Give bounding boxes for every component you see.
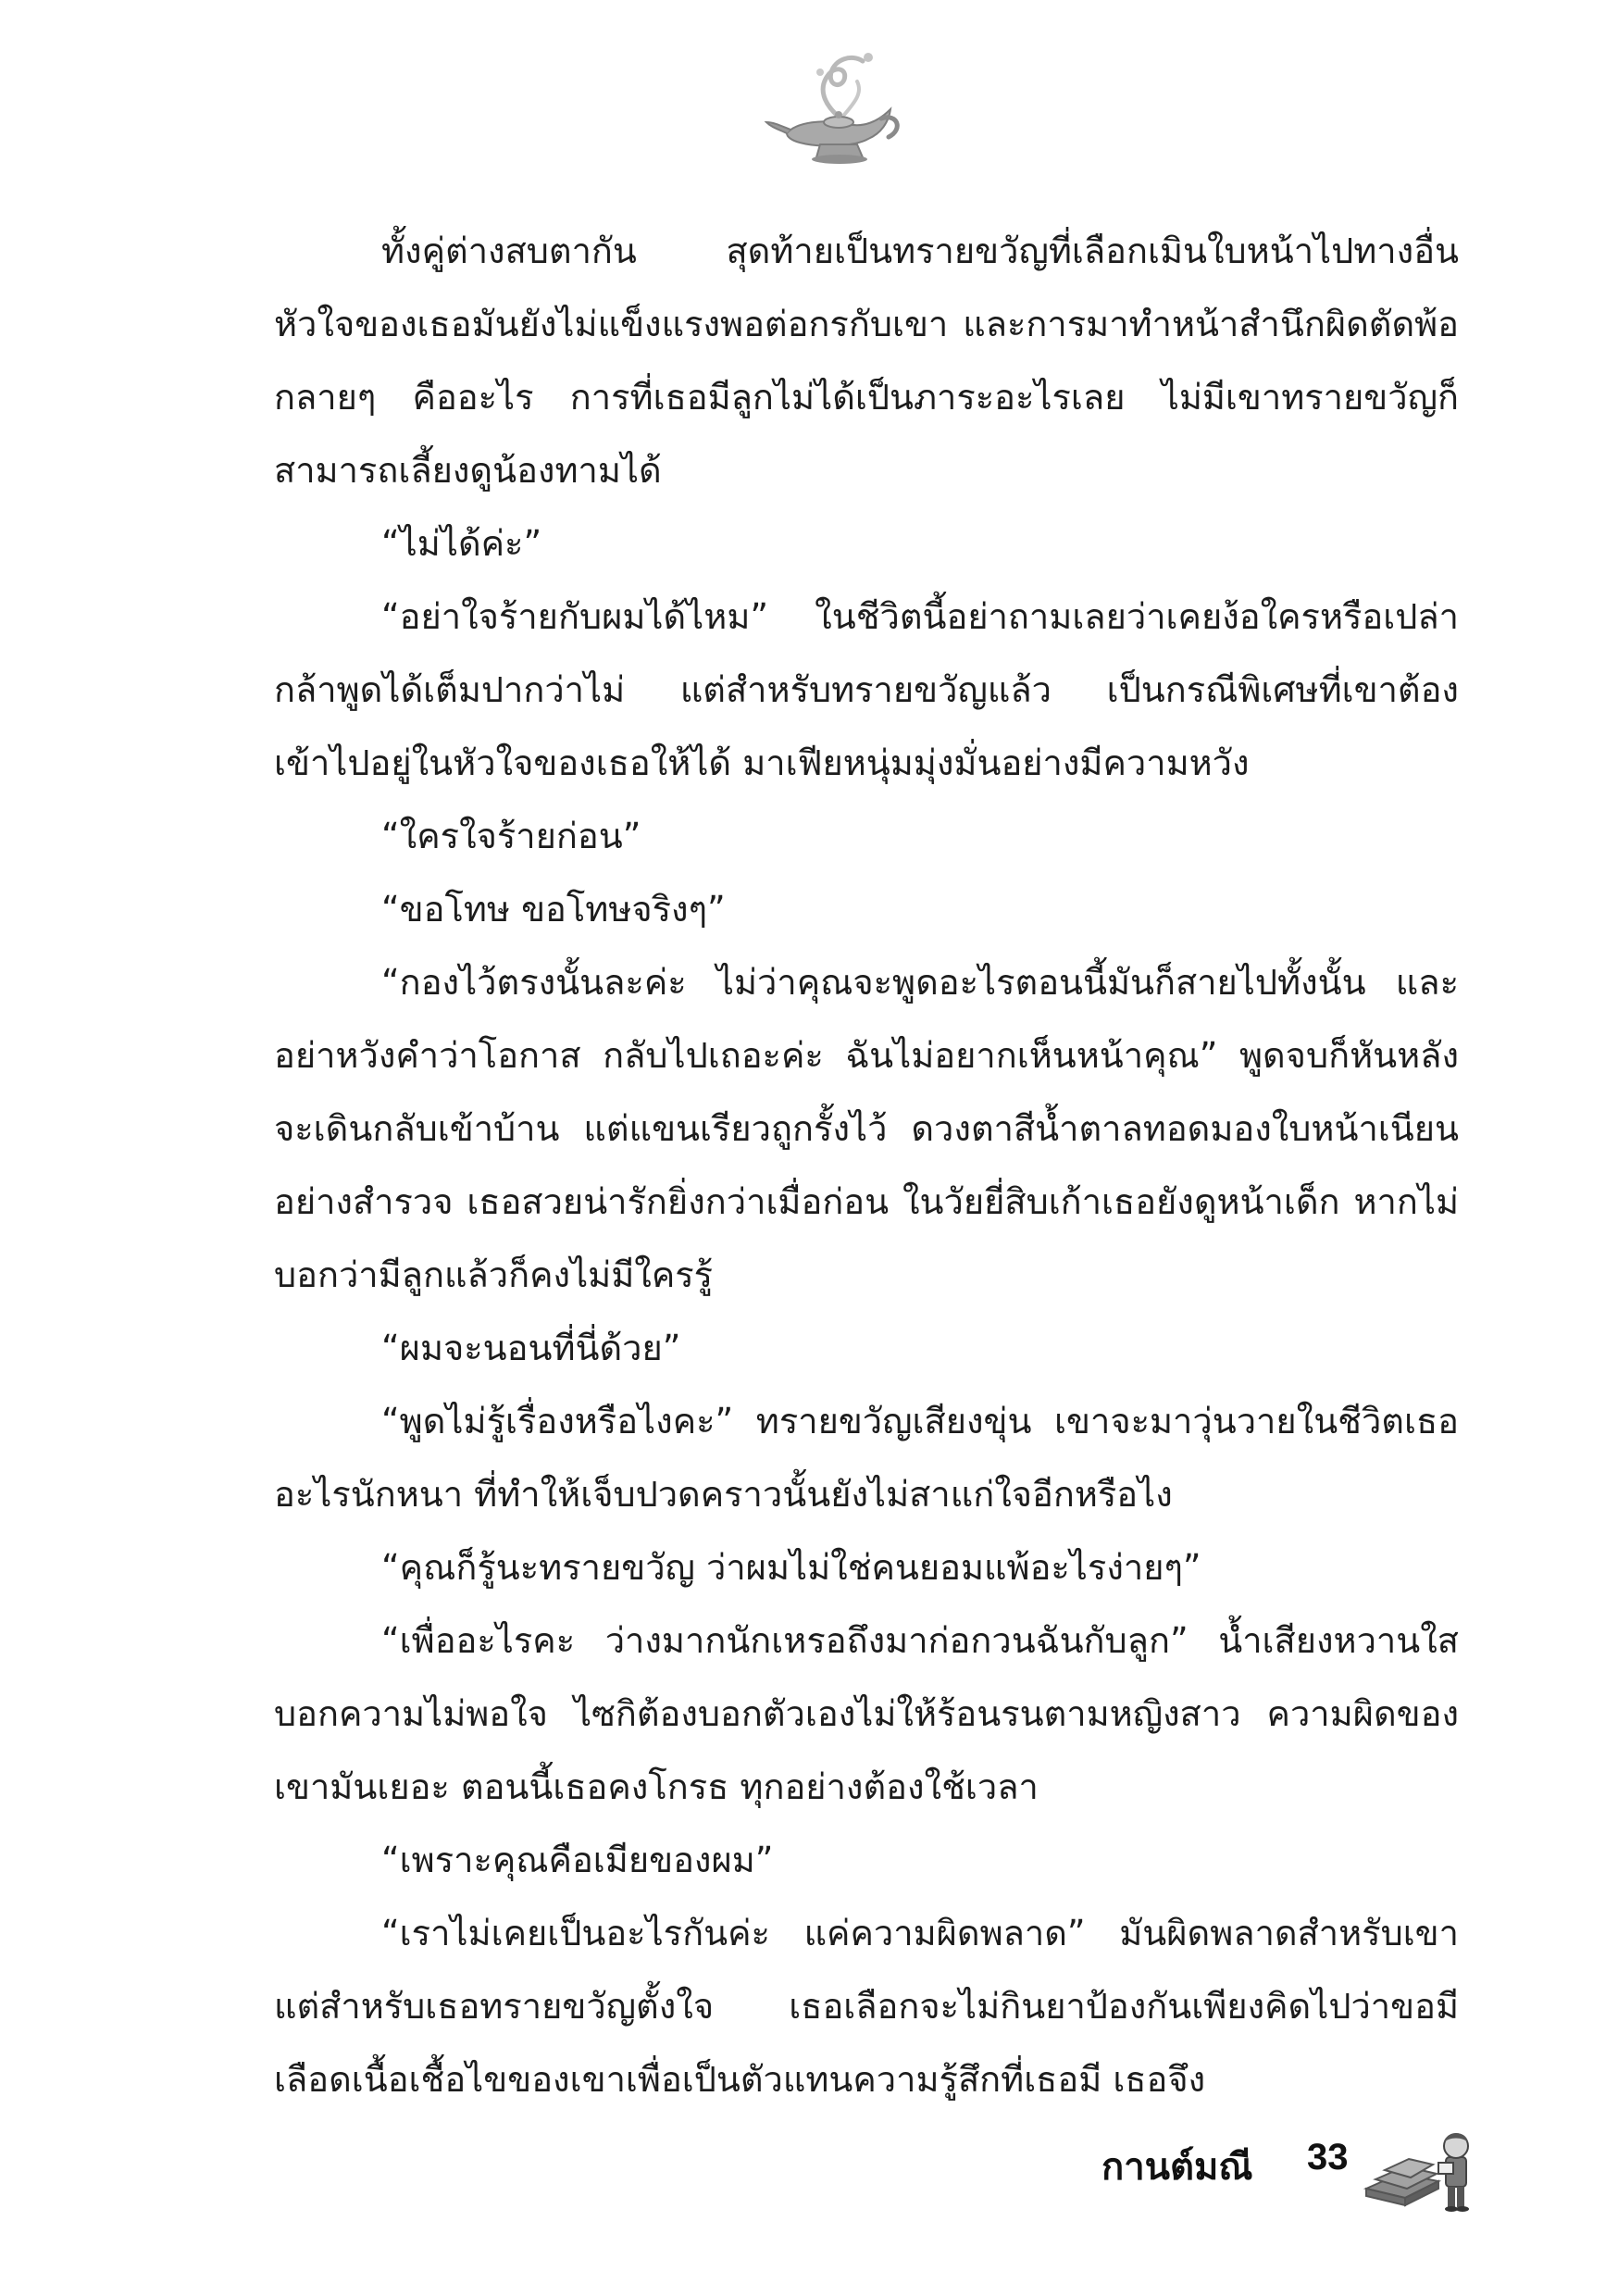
paragraph: “กองไว้ตรงนั้นละค่ะ ไม่ว่าคุณจะพูดอะไรตอนนี้มันก็สายไปทั้งนั้น และอย่าหวังคำว่าโอกาส กลับไปเถอะค่ะ ฉันไม่อยากเห็นหน้าคุณ” พูดจบก็หันหลังจะเดินกลับเข้าบ้าน แต่แขนเรียวถูกรั้งไว้ ดวงตาสีน้ำตาลทอดมองใบหน้าเนียนอย่างสำรวจ เธอสวยน่ารักยิ่งกว่าเมื่อก่อน ในวัยยี่สิบเก้าเธอยังดูหน้าเด็ก หากไม่บอกว่ามีลูกแล้วก็คงไม่มีใครรู้	[274, 962, 1459, 1295]
paragraph: “ผมจะนอนที่นี่ด้วย”	[381, 1328, 681, 1368]
boy-reading-icon	[1363, 2113, 1483, 2215]
page-footer	[1101, 2113, 1490, 2215]
paragraph: “อย่าใจร้ายกับผมได้ไหม” ในชีวิตนี้อย่าถามเลยว่าเคยง้อใครหรือเปล่า กล้าพูดได้เต็มปากว่าไม่ แต่สำหรับทรายขวัญแล้ว เป็นกรณีพิเศษที่เขาต้องเข้าไปอยู่ในหัวใจของเธอให้ได้ มาเฟียหนุ่มมุ่งมั่นอย่างมีความหวัง	[274, 596, 1459, 783]
book-title: กานต์มณี	[1101, 2146, 1253, 2189]
magic-lamp-icon	[759, 44, 916, 174]
paragraph: ทั้งคู่ต่างสบตากัน สุดท้ายเป็นทรายขวัญที่เลือกเมินใบหน้าไปทางอื่น หัวใจของเธอมันยังไม่แข็งแรงพอต่อกรกับเขา และการมาทำหน้าสำนึกผิดตัดพ้อกลายๆ คืออะไร การที่เธอมีลูกไม่ได้เป็นภาระอะไรเลย ไม่มีเขาทรายขวัญก็สามารถเลี้ยงดูน้องทามได้	[274, 231, 1459, 491]
paragraph: “คุณก็รู้นะทรายขวัญ ว่าผมไม่ใช่คนยอมแพ้อะไรง่ายๆ”	[381, 1547, 1201, 1588]
paragraph: “เราไม่เคยเป็นอะไรกันค่ะ แค่ความผิดพลาด” มันผิดพลาดสำหรับเขา แต่สำหรับเธอทรายขวัญตั้งใจ เธอเลือกจะไม่กินยาป้องกันเพียงคิดไปว่าขอมีเลือดเนื้อเชื้อไขของเขาเพื่อเป็นตัวแทนความรู้สึกที่เธอมี เธอจึง	[274, 1913, 1459, 2100]
paragraph: “ขอโทษ ขอโทษจริงๆ”	[381, 889, 726, 930]
page-number: 33	[1307, 2137, 1349, 2177]
paragraph: “เพราะคุณคือเมียของผม”	[381, 1840, 774, 1880]
paragraph: “พูดไม่รู้เรื่องหรือไงคะ” ทรายขวัญเสียงขุ่น เขาจะมาวุ่นวายในชีวิตเธออะไรนักหนา ที่ทำให้เจ็บปวดคราวนั้นยังไม่สาแก่ใจอีกหรือไง	[274, 1401, 1459, 1515]
paragraph: “ใครใจร้ายก่อน”	[381, 816, 641, 856]
paragraph: “เพื่ออะไรคะ ว่างมากนักเหรอถึงมาก่อกวนฉันกับลูก” น้ำเสียงหวานใสบอกความไม่พอใจ ไซกิต้องบอกตัวเองไม่ให้ร้อนรนตามหญิงสาว ความผิดของเขามันเยอะ ตอนนี้เธอคงโกรธ ทุกอย่างต้องใช้เวลา	[274, 1620, 1459, 1807]
story-text	[274, 215, 1459, 2116]
paragraph: “ไม่ได้ค่ะ”	[381, 523, 542, 564]
